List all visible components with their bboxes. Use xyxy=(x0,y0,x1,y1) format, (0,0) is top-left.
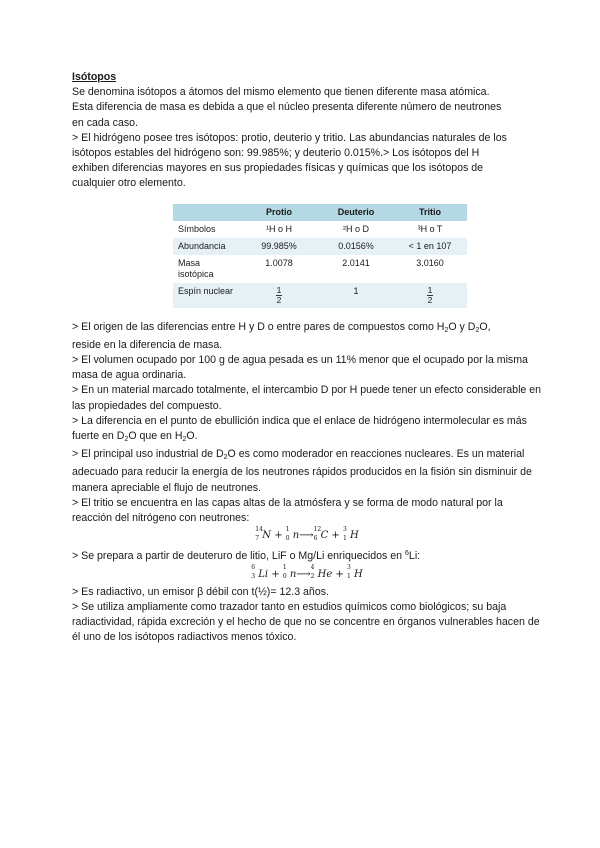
intro-line-3: en cada caso. xyxy=(72,116,138,129)
paragraph-tritium-origin: > El tritio se encuentra en las capas altas de la atmósfera y se forma de modo natural por la reacción del nitrógeno con neutrones: xyxy=(72,496,503,525)
table-header-row xyxy=(173,204,467,221)
paragraph-preparation: > Se prepara a partir de deuteruro de litio, LiF o Mg/Li enriquecidos en $^6$Li: xyxy=(72,550,421,563)
paragraph-origin: > El origen de las diferencias entre H y D o entre pares de compuestos como $H_2O$ y $D_2O$, reside en la diferencia de masa. xyxy=(72,320,491,351)
intro-line-4: > El hidrógeno posee tres isótopos: protio, deuterio y tritio. Las abundancias naturales de los xyxy=(72,131,507,144)
paragraph-industrial-use: > El principal uso industrial de $D_2O$ es como moderador en reacciones nucleares. Es un material adecuado para reducir la energía de los neutrones rápidos producidos en la fisión sin disminuir de manera apreciable el flujo de neutrones. xyxy=(72,448,532,494)
paragraph-exchange: > En un material marcado totalmente, el intercambio D por H puede tener un efecto considerable en las propiedades del compuesto. xyxy=(72,384,542,412)
table-header-tritio: Tritio xyxy=(393,204,467,221)
table-cell-spin-protio xyxy=(239,283,319,308)
table-row xyxy=(173,221,467,238)
row-label: Símbolos xyxy=(173,221,239,238)
row-label: Abundancia xyxy=(173,238,239,255)
table-header-protio: Protio xyxy=(239,204,319,221)
paragraph-boiling: > La diferencia en el punto de ebullición indica que el enlace de hidrógeno intermolecular es más fuerte en $D_2O$ que en $H_2O$. xyxy=(72,414,527,444)
isotope-table-wrap xyxy=(173,204,542,308)
table-cell: ³H o T xyxy=(393,221,467,238)
table-cell: < 1 en 107 xyxy=(393,238,467,255)
intro-line-2: Esta diferencia de masa es debida a que el núcleo presenta diferente número de neutrones xyxy=(72,101,502,114)
table-row xyxy=(173,255,467,283)
equation-nitrogen-neutron: 14 7 N + 1 0 n⟶ 12 6 C + 3 1 H xyxy=(255,525,359,542)
paragraph-tracer: > Se utiliza ampliamente como trazador tanto en estudios químicos como biológicos; su baja radiactividad, rápida excreción y el hecho de que no se concentre en órganos vulnerables hacen de él uno de los isótopos radiactivos menos tóxico. xyxy=(72,601,540,644)
paragraph-volume: > El volumen ocupado por 100 g de agua pesada es un 11% menor que el ocupado por la misma masa de agua ordinaria. xyxy=(72,354,528,382)
intro-line-6: exhiben diferencias mayores en sus propiedades físicas y químicas que los isótopos de xyxy=(72,162,484,175)
intro-line-1: Se denomina isótopos a átomos del mismo elemento que tienen diferente masa atómica. xyxy=(72,86,490,99)
table-cell-spin-tritio xyxy=(393,283,467,308)
table-cell: 1 xyxy=(319,283,393,308)
intro-line-5: isótopos estables del hidrógeno son: 99.985%; y deuterio 0.015%.> Los isótopos del H xyxy=(72,147,480,160)
table-cell: ¹H o H xyxy=(239,221,319,238)
equation-lithium-neutron: 6 3 Li + 1 0 n⟶ 4 2 He + 3 1 H xyxy=(251,564,363,581)
table-header-deuterio: Deuterio xyxy=(319,204,393,221)
table-cell: 2.0141 xyxy=(319,255,393,283)
table-cell: 1.0078 xyxy=(239,255,319,283)
intro-line-7: cualquier otro elemento. xyxy=(72,177,186,190)
table-header-empty xyxy=(173,204,239,221)
fraction-one-half: $\frac{1}{2}$ xyxy=(427,284,433,305)
table-cell: 0.0156% xyxy=(319,238,393,255)
row-label: Espín nuclear xyxy=(173,283,239,308)
paragraph-radioactive: > Es radiactivo, un emisor β débil con t(½)= 12.3 años. xyxy=(72,585,329,598)
table-cell: ²H o D xyxy=(319,221,393,238)
table-cell: 3.0160 xyxy=(393,255,467,283)
row-label: Masa isotópica xyxy=(173,255,239,283)
document-page xyxy=(72,70,542,646)
table-cell: 99.985% xyxy=(239,238,319,255)
table-row xyxy=(173,283,467,308)
document-title: Isótopos xyxy=(72,71,117,83)
table-row xyxy=(173,238,467,255)
fraction-one-half: $\frac{1}{2}$ xyxy=(276,284,282,305)
isotope-table xyxy=(173,204,467,308)
